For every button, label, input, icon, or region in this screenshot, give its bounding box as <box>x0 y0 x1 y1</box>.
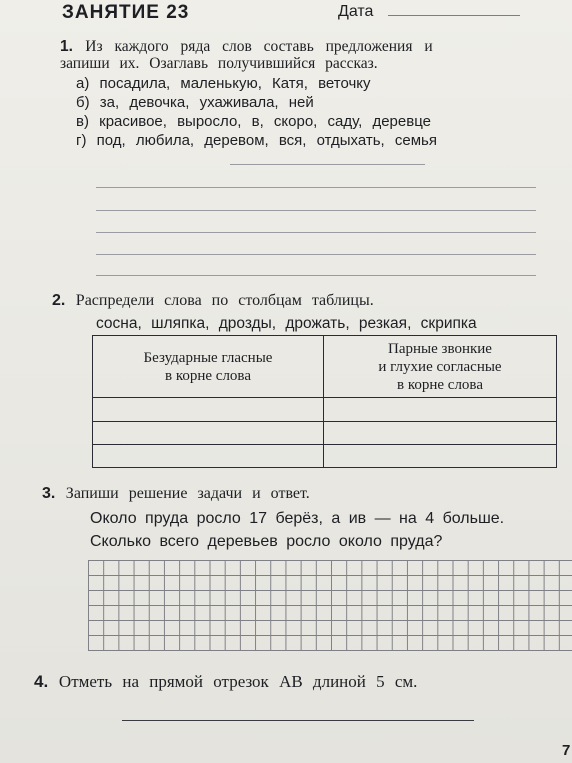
row-words: посадила, маленькую, Катя, веточку <box>99 75 371 92</box>
table-cell[interactable] <box>93 421 324 444</box>
lesson-title: ЗАНЯТИЕ 23 <box>62 2 190 23</box>
task3-text <box>42 485 310 503</box>
date-answer-line[interactable] <box>388 15 520 16</box>
segment-line[interactable] <box>122 720 474 721</box>
solution-grid[interactable] <box>88 560 572 651</box>
task3-number: 3. <box>42 485 56 502</box>
col1-header-text: Безударные гласные в корне слова <box>143 349 273 384</box>
task1-number: 1. <box>60 38 73 55</box>
task4-number: 4. <box>34 672 49 691</box>
row-letter: г) <box>76 132 87 149</box>
task1-text-line1 <box>60 38 433 56</box>
table-cell[interactable] <box>324 421 557 444</box>
writing-line[interactable] <box>96 275 536 276</box>
writing-line[interactable] <box>96 232 536 233</box>
table-cell[interactable] <box>93 398 324 421</box>
table-header-col2 <box>324 336 557 398</box>
table-cell[interactable] <box>324 444 557 467</box>
task2-instruction: Распредели слова по столбцам таблицы. <box>75 292 374 309</box>
task4-text <box>34 672 417 692</box>
task1-row-b <box>76 94 314 111</box>
task1-instruction-1: Из каждого ряда слов составь предложения и <box>85 38 433 55</box>
task3-problem-line1: Около пруда росло 17 берёз, а ив — на 4 больше. <box>90 510 505 527</box>
page-number: 7 <box>562 742 571 759</box>
title-writing-line[interactable] <box>230 164 425 165</box>
task2-text <box>52 292 374 310</box>
writing-line[interactable] <box>96 254 536 255</box>
sorting-table <box>92 335 557 468</box>
row-letter: б) <box>76 94 90 111</box>
table-cell[interactable] <box>93 444 324 467</box>
task1-instruction-2: запиши их. Озаглавь получившийся рассказ. <box>60 55 378 72</box>
writing-line[interactable] <box>96 210 536 211</box>
row-letter: в) <box>76 113 89 130</box>
row-words: за, девочка, ухаживала, ней <box>99 94 314 111</box>
row-letter: а) <box>76 75 90 92</box>
row-words: под, любила, деревом, вся, отдыхать, семья <box>96 132 437 149</box>
task1-row-a <box>76 75 371 92</box>
task1-row-g <box>76 132 437 149</box>
task4-instruction: Отметь на прямой отрезок АВ длиной 5 см. <box>58 672 418 691</box>
table-header-col1 <box>93 336 324 398</box>
table-cell[interactable] <box>324 398 557 421</box>
task2-word-list: сосна, шляпка, дрозды, дрожать, резкая, скрипка <box>96 315 477 332</box>
task2-number: 2. <box>52 292 66 309</box>
col2-header-text: Парные звонкие и глухие согласные в корне слова <box>378 340 502 393</box>
date-label: Дата <box>338 3 374 20</box>
row-words: красивое, выросло, в, скоро, саду, деревце <box>99 113 431 130</box>
writing-line[interactable] <box>96 187 536 188</box>
task3-problem-line2: Сколько всего деревьев росло около пруда? <box>90 533 443 550</box>
task3-instruction: Запиши решение задачи и ответ. <box>65 485 310 502</box>
task1-row-v <box>76 113 431 130</box>
